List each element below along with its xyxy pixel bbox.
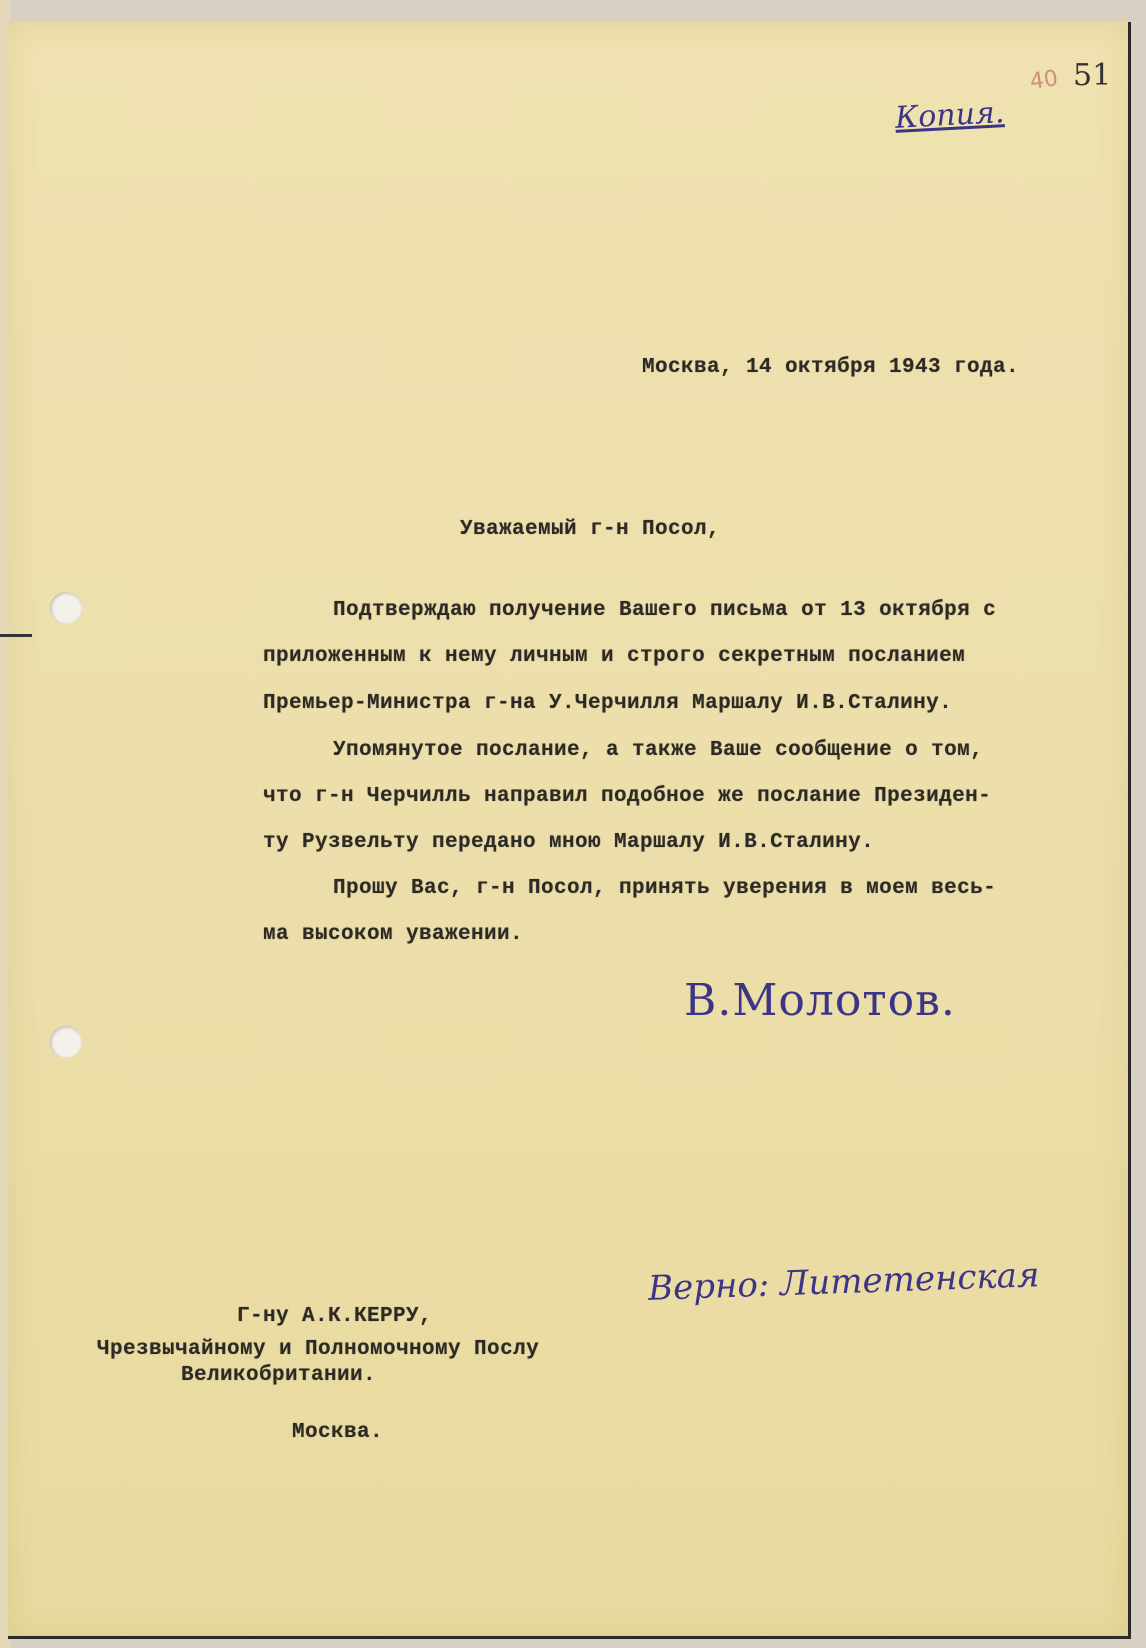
body-line: что г-н Черчилль направил подобное же послание Президен- (263, 785, 992, 808)
folio-number: 51 (1073, 58, 1112, 93)
signature: В.Молотов. (684, 975, 956, 1026)
body-line: Прошу Вас, г-н Посол, принять уверения в моем весь- (333, 877, 997, 900)
punch-hole-top (50, 592, 82, 624)
body-line: приложенным к нему личным и строго секретным посланием (263, 645, 966, 668)
copy-mark: Копия. (894, 95, 1006, 136)
addressee-city: Москва. (292, 1421, 384, 1444)
body-line: Подтверждаю получение Вашего письма от 13 октября с (333, 599, 997, 622)
body-line: ма высоком уважении. (263, 923, 524, 946)
body-line: Упомянутое послание, а также Ваше сообщение о том, (333, 739, 984, 762)
red-pencil-mark: 40 (1028, 66, 1060, 95)
salutation: Уважаемый г-н Посол, (460, 518, 721, 541)
addressee-title: Чрезвычайному и Полномочному Послу (97, 1338, 540, 1361)
punch-hole-bottom (50, 1026, 82, 1058)
body-line: ту Рузвельту передано мною Маршалу И.В.Сталину. (263, 831, 875, 854)
binding-mark (0, 634, 32, 637)
body-line: Премьер-Министра г-на У.Черчилля Маршалу И.В.Сталину. (263, 692, 953, 715)
place-date: Москва, 14 октября 1943 года. (642, 356, 1020, 379)
addressee-country: Великобритании. (181, 1364, 377, 1387)
certification-signature: Верно: Литетенская (647, 1255, 1041, 1309)
addressee-name: Г-ну А.К.КЕРРУ, (237, 1305, 433, 1328)
